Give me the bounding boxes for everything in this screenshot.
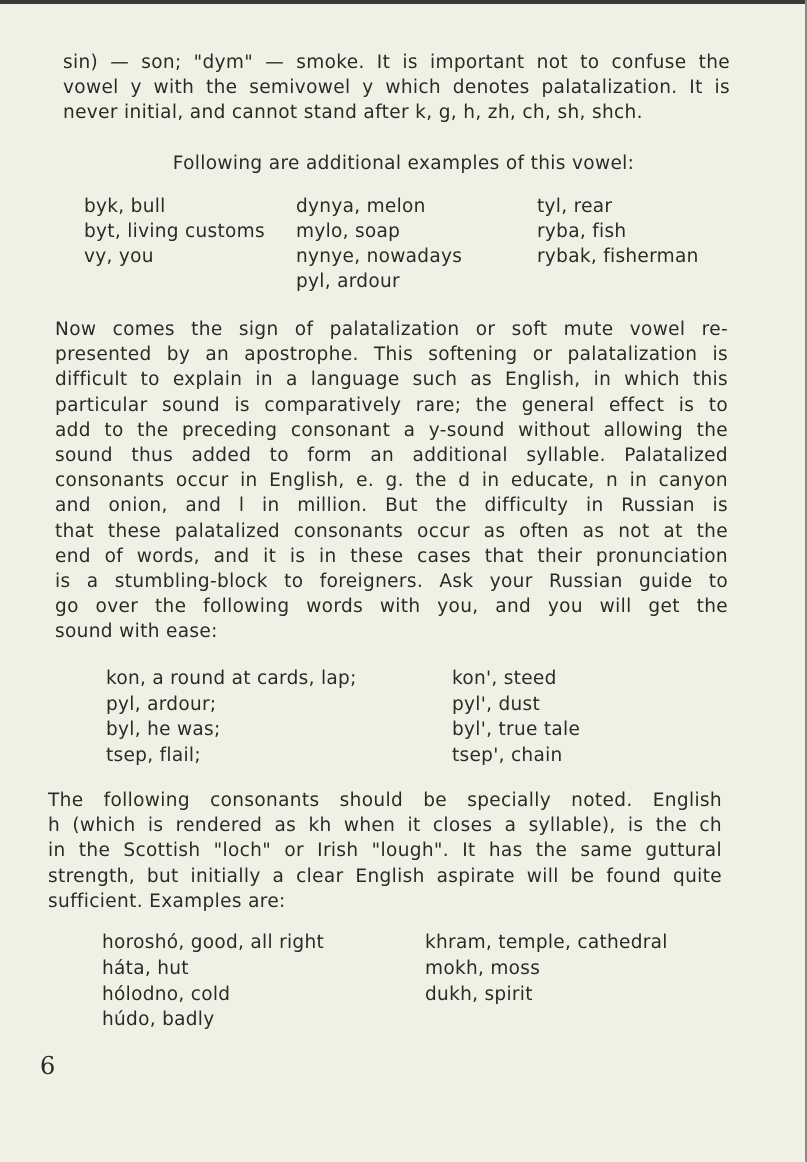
text-line: sin) — son; "dym" — smoke. It is important not to confuse the [63, 52, 730, 73]
example-item: rybak, fisherman [537, 246, 699, 267]
text-line: strength, but initially a clear English aspirate will be found quite [48, 865, 722, 887]
text-line: sound with ease: [55, 621, 218, 643]
example-item: khram, temple, cathedral [425, 932, 668, 953]
intro-vowel-examples: Following are additional examples of this vowel: [172, 153, 635, 174]
example-item: kon, a round at cards, lap; [106, 668, 357, 689]
text-line: and onion, and l in million. But the difficulty in Russian is [55, 495, 728, 517]
example-item: byt, living customs [84, 221, 265, 242]
example-item: horoshó, good, all right [102, 932, 325, 953]
text-line: The following consonants should be specially noted. English [48, 790, 722, 811]
text-line: is a stumbling-block to foreigners. Ask your Russian guide to [55, 571, 728, 593]
paragraph-palatalization [55, 317, 728, 645]
text-line: sound thus added to form an additional syllable. Palatalized [55, 445, 728, 467]
example-item: tsep', chain [452, 744, 563, 766]
example-item: vy, you [84, 246, 154, 267]
example-item: tsep, flail; [106, 744, 201, 766]
text-line: consonants occur in English, e. g. the d in educate, n in canyon [55, 470, 728, 492]
text-line: never initial, and cannot stand after k, g, h, zh, ch, sh, shch. [63, 102, 643, 124]
vowel-examples-col-2 [296, 194, 462, 294]
example-item: dynya, melon [296, 196, 426, 217]
example-item: pyl, ardour [296, 271, 400, 292]
text-line: sufficient. Examples are: [48, 890, 286, 912]
text-line: in the Scottish "loch" or Irish "lough". It has the same guttural [48, 840, 722, 862]
text-line: presented by an apostrophe. This softening or palatalization is [55, 344, 728, 366]
vowel-examples-col-1 [84, 194, 265, 269]
example-item: tyl, rear [537, 196, 613, 217]
text-line: particular sound is comparatively rare; the general effect is to [55, 394, 728, 416]
example-item: dukh, spirit [425, 983, 533, 1005]
example-item: byk, bull [84, 196, 166, 217]
page-number: 6 [40, 1052, 56, 1080]
text-line: end of words, and it is in these cases that their pronunciation [55, 545, 728, 567]
example-item: byl', true tale [452, 719, 581, 740]
text-line: add to the preceding consonant a y-sound without allowing the [55, 419, 728, 441]
example-item: pyl, ardour; [106, 693, 217, 715]
example-item: háta, hut [102, 957, 189, 979]
example-item: ryba, fish [537, 221, 627, 242]
consonant-examples-col-2 [425, 930, 668, 1007]
palatal-examples-col-2 [452, 666, 580, 768]
example-item: mylo, soap [296, 221, 401, 242]
example-item: mokh, moss [425, 957, 541, 979]
text-line: vowel y with the semivowel y which denotes palatalization. It is [63, 77, 730, 99]
text-line: go over the following words with you, and you will get the [55, 596, 728, 618]
text-line: that these palatalized consonants occur as often as not at the [55, 520, 728, 542]
example-item: kon', steed [452, 668, 557, 689]
consonant-examples-col-1 [102, 930, 324, 1033]
example-item: nynye, nowadays [296, 246, 463, 267]
palatal-examples-col-1 [106, 666, 357, 768]
text-line: h (which is rendered as kh when it closes a syllable), is the ch [48, 815, 722, 837]
paragraph-vowel-y [63, 50, 730, 126]
text-line: difficult to explain in a language such as English, in which this [55, 369, 728, 391]
example-item: byl, he was; [106, 719, 221, 740]
example-item: pyl', dust [452, 693, 541, 715]
text-line: Now comes the sign of palatalization or soft mute vowel re- [55, 319, 728, 340]
example-item: húdo, badly [102, 1009, 215, 1031]
vowel-examples-col-3 [537, 194, 699, 269]
paragraph-consonants [48, 788, 722, 914]
example-item: hólodno, cold [102, 983, 231, 1005]
